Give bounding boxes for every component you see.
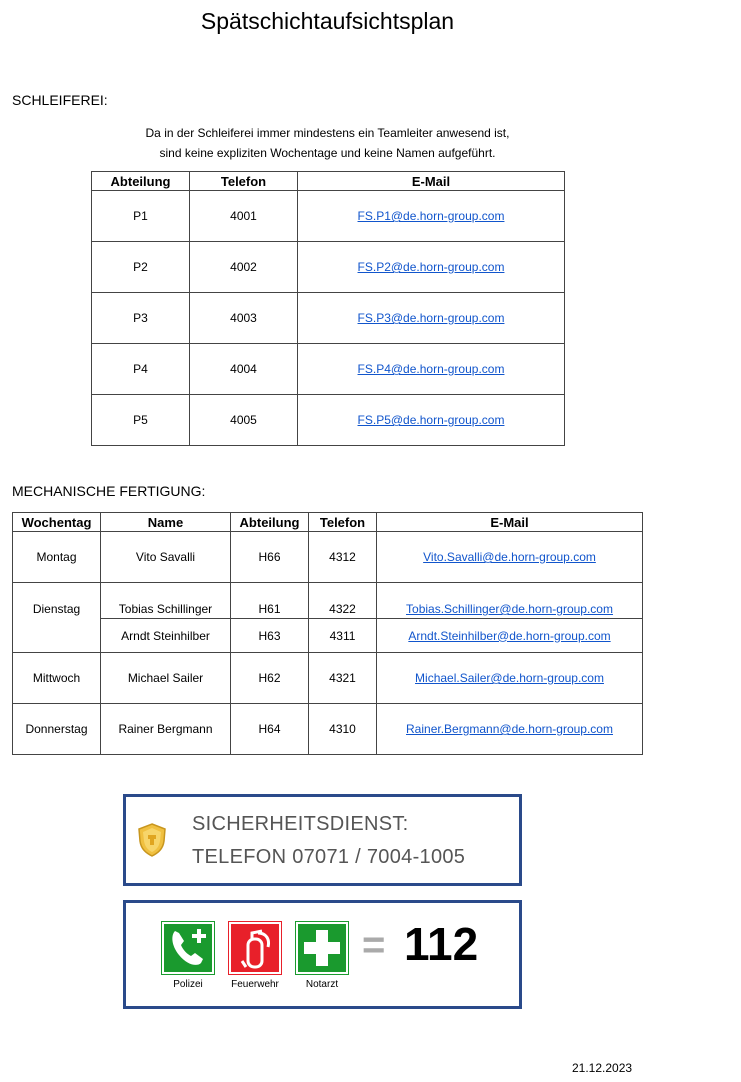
cell-email [298,191,565,242]
cell-telefon: 4311 [309,619,377,653]
police-label: Polizei [173,979,203,990]
fire-extinguisher-icon [228,921,282,975]
cell-name: Arndt Steinhilber [101,619,231,653]
cell-telefon: 4003 [190,293,298,344]
table-row [92,242,565,293]
email-link[interactable]: FS.P5@de.horn-group.com [357,413,505,427]
mechanische-table [12,512,643,755]
fire-label: Feuerwehr [231,979,279,990]
cell-email [377,583,643,619]
section-heading-schleiferei: SCHLEIFEREI: [12,92,108,108]
cell-abteilung: H63 [231,619,309,653]
cell-telefon: 4005 [190,395,298,446]
police-sign [161,921,215,975]
cell-name: Michael Sailer [101,653,231,704]
cell-wochentag [13,583,101,653]
note-line-1: Da in der Schleiferei immer mindestens ein Teamleiter anwesend ist, [145,126,510,140]
cell-wochentag: Montag [13,532,101,583]
table-row [92,395,565,446]
table-row [92,191,565,242]
cell-email [298,344,565,395]
security-phone: TELEFON 07071 / 7004-1005 [192,846,466,868]
cell-telefon: 4002 [190,242,298,293]
security-service-box [123,794,522,886]
cell-wochentag: Donnerstag [13,704,101,755]
table-row [92,344,565,395]
cell-abteilung: H61 [231,583,309,619]
cell-wochentag: Mittwoch [13,653,101,704]
doctor-label: Notarzt [305,979,339,990]
equals-sign: = [362,923,386,967]
email-link[interactable]: Arndt.Steinhilber@de.horn-group.com [408,628,611,643]
cell-abteilung: P2 [92,242,190,293]
table-row [13,704,643,755]
cell-telefon: 4312 [309,532,377,583]
cell-abteilung: P1 [92,191,190,242]
table-row [13,583,643,619]
cell-email [298,395,565,446]
header-name: Name [101,513,231,532]
email-link[interactable]: Tobias.Schillinger@de.horn-group.com [406,602,613,616]
schleiferei-note [0,123,655,163]
email-link[interactable]: FS.P3@de.horn-group.com [357,311,505,325]
cell-telefon: 4001 [190,191,298,242]
note-line-2: sind keine expliziten Wochentage und keine Namen aufgeführt. [159,146,496,160]
cell-email [377,532,643,583]
table-row [13,653,643,704]
doctor-sign [295,921,349,975]
header-abteilung: Abteilung [92,172,190,191]
header-telefon: Telefon [190,172,298,191]
cell-name: Rainer Bergmann [101,704,231,755]
section-heading-mechanische-fertigung: MECHANISCHE FERTIGUNG: [12,483,206,499]
cell-telefon: 4004 [190,344,298,395]
cell-name: Tobias Schillinger [101,583,231,619]
email-link[interactable]: Michael.Sailer@de.horn-group.com [415,671,604,685]
header-email: E-Mail [298,172,565,191]
security-title: SICHERHEITSDIENST: [192,813,409,835]
document-date: 21.12.2023 [572,1061,633,1075]
phone-icon [161,921,215,975]
header-telefon: Telefon [309,513,377,532]
emergency-box [123,900,522,1009]
cell-abteilung: P4 [92,344,190,395]
cell-abteilung: P5 [92,395,190,446]
cell-abteilung: P3 [92,293,190,344]
cell-email [377,653,643,704]
cell-email [298,293,565,344]
table-row [13,532,643,583]
header-email: E-Mail [377,513,643,532]
email-link[interactable]: FS.P2@de.horn-group.com [357,260,505,274]
emergency-number: 112 [404,918,479,970]
cell-telefon: 4310 [309,704,377,755]
email-link[interactable]: Vito.Savalli@de.horn-group.com [423,550,596,564]
email-link[interactable]: FS.P1@de.horn-group.com [357,209,505,223]
fire-sign [228,921,282,975]
cell-name: Vito Savalli [101,532,231,583]
table-row [13,619,643,653]
cell-email [377,704,643,755]
header-wochentag: Wochentag [13,513,101,532]
table-row [92,293,565,344]
table-header-row [13,513,643,532]
first-aid-icon [295,921,349,975]
cell-email [298,242,565,293]
wochentag-text: Dienstag [32,602,81,616]
schleiferei-table [91,171,565,446]
cell-abteilung: H62 [231,653,309,704]
table-header-row [92,172,565,191]
cell-abteilung: H64 [231,704,309,755]
email-link[interactable]: FS.P4@de.horn-group.com [357,362,505,376]
cell-telefon: 4322 [309,583,377,619]
cell-abteilung: H66 [231,532,309,583]
header-abteilung: Abteilung [231,513,309,532]
email-link[interactable]: Rainer.Bergmann@de.horn-group.com [406,722,613,736]
cell-telefon: 4321 [309,653,377,704]
page-title: Spätschichtaufsichtsplan [200,8,455,34]
cell-email [377,619,643,653]
shield-icon [138,823,166,857]
